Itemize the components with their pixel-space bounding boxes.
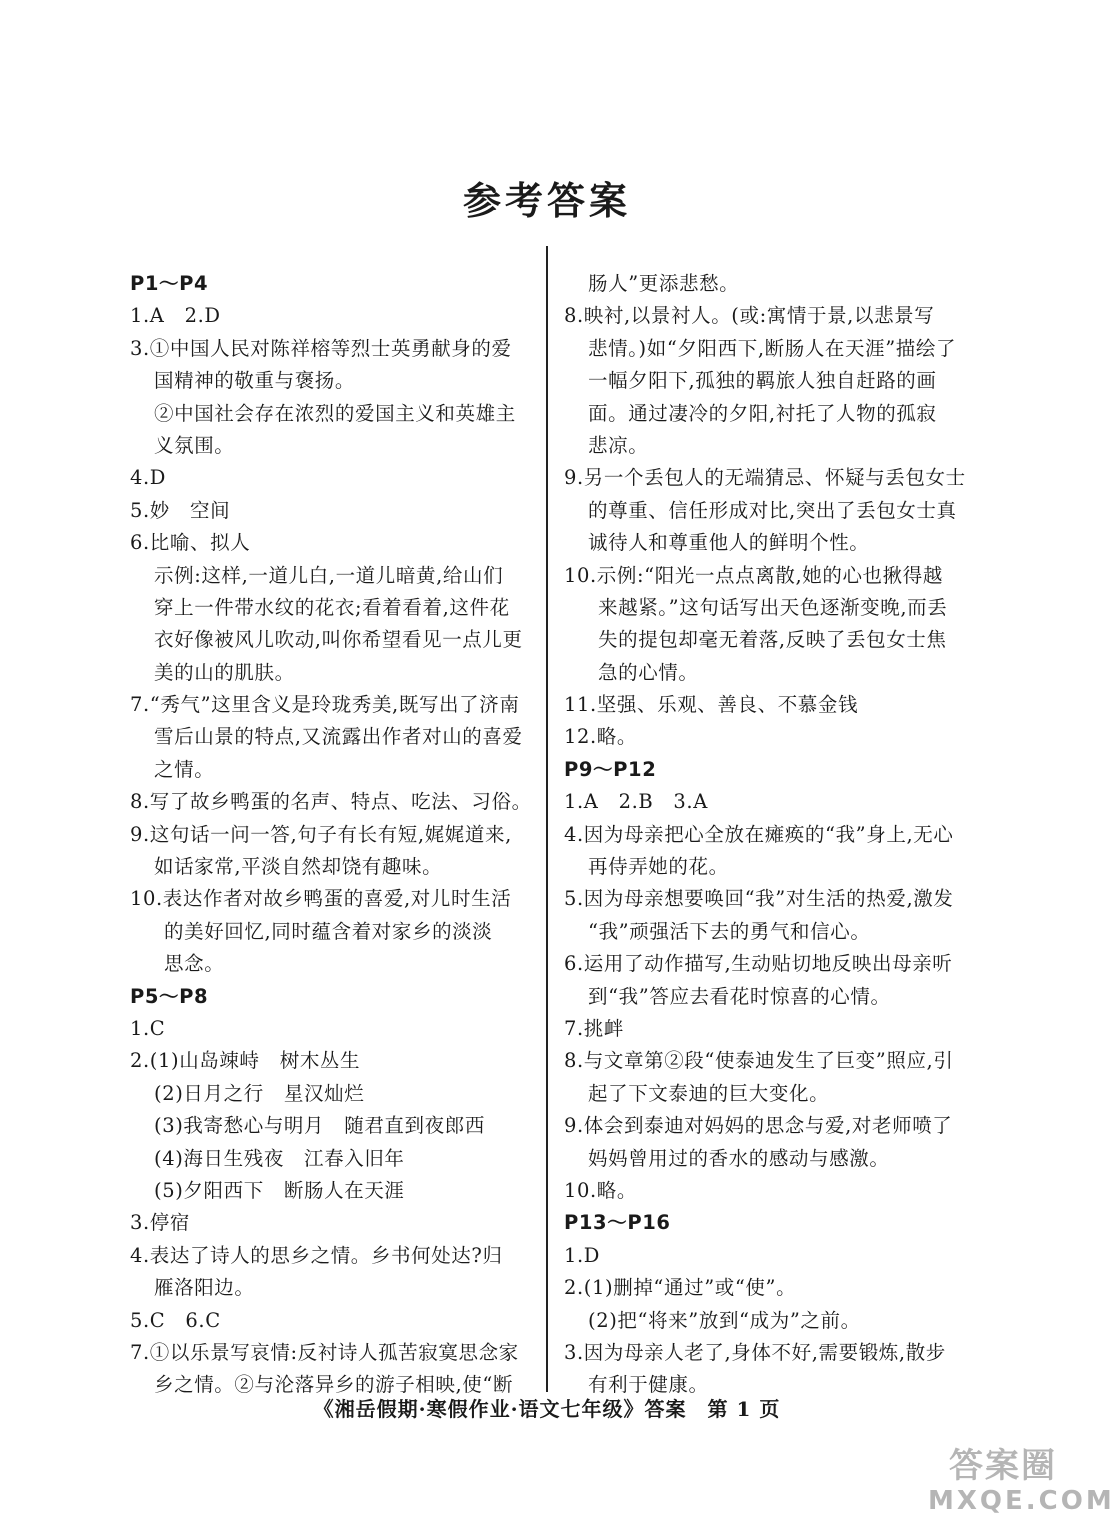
answer-line: 10.表达作者对故乡鸭蛋的喜爱,对儿时生活 [130, 887, 512, 911]
answer-line: 4.表达了诗人的思乡之情。乡书何处达?归 [130, 1243, 503, 1267]
answer-line: 失的提包却毫无着落,反映了丢包女士焦 [598, 628, 947, 652]
section-heading: P5～P8 [130, 984, 209, 1008]
answer-line: 8.映衬,以景衬人。(或:寓情于景,以悲景写 [564, 304, 935, 328]
answer-column-right [564, 268, 974, 1402]
answer-line: 12.略。 [564, 725, 638, 749]
answer-line: 雁洛阳边。 [154, 1276, 255, 1300]
answer-line: (5)夕阳西下 断肠人在天涯 [154, 1178, 405, 1202]
watermark-logo [928, 1446, 1115, 1526]
answer-line: 如话家常,平淡自然却饶有趣味。 [154, 855, 443, 879]
answer-line: 有利于健康。 [588, 1373, 709, 1397]
answer-line: 6.比喻、拟人 [130, 531, 251, 555]
answer-line: 8.写了故乡鸭蛋的名声、特点、吃法、习俗。 [130, 790, 532, 814]
answer-line: 到“我”答应去看花时惊喜的心情。 [588, 984, 891, 1008]
answer-line: 9.这句话一问一答,句子有长有短,娓娓道来, [130, 822, 512, 846]
watermark-text: 答案圈 [949, 1446, 1057, 1486]
answer-line: 妈妈曾用过的香水的感动与感激。 [588, 1146, 890, 1170]
answer-line: 悲情。)如“夕阳西下,断肠人在天涯”描绘了 [588, 336, 957, 360]
answer-line: “我”顽强活下去的勇气和信心。 [588, 919, 871, 943]
answer-line: 一幅夕阳下,孤独的羁旅人独自赶路的画 [588, 369, 937, 393]
answer-line: ②中国社会存在浓烈的爱国主义和英雄主 [154, 401, 516, 425]
answer-line: 10.略。 [564, 1178, 638, 1202]
answer-line: 雪后山景的特点,又流露出作者对山的喜爱 [154, 725, 523, 749]
answer-line: 7.挑衅 [564, 1016, 625, 1040]
answer-line: 9.体会到泰迪对妈妈的思念与爱,对老师喷了 [564, 1114, 953, 1138]
section-heading: P1～P4 [130, 272, 209, 295]
answer-line: 1.D [564, 1243, 601, 1267]
column-divider [546, 246, 548, 1392]
answer-line: 的美好回忆,同时蕴含着对家乡的淡淡 [164, 919, 493, 943]
answer-line: 7.①以乐景写哀情:反衬诗人孤苦寂寞思念家 [130, 1340, 519, 1364]
answer-line: (3)我寄愁心与明月 随君直到夜郎西 [154, 1114, 485, 1138]
section-heading: P13～P16 [564, 1211, 671, 1235]
answer-line: 再侍弄她的花。 [588, 855, 729, 879]
answer-line: 1.A 2.D [130, 304, 221, 328]
answer-column-left [130, 268, 538, 1402]
answer-line: 2.(1)删掉“通过”或“使”。 [564, 1276, 797, 1300]
page-footer: 《湘岳假期·寒假作业·语文七年级》答案 第 1 页 [313, 1397, 781, 1421]
answer-line: 国精神的敬重与褒扬。 [154, 369, 356, 393]
answer-line: 11.坚强、乐观、善良、不慕金钱 [564, 693, 859, 717]
answer-line: 美的山的肌肤。 [154, 660, 295, 684]
answer-line: 起了下文泰迪的巨大变化。 [588, 1081, 830, 1105]
answer-line: 穿上一件带水纹的花衣;看着看着,这件花 [154, 595, 510, 619]
answer-line: 1.C [130, 1016, 166, 1040]
answer-line: 3.①中国人民对陈祥榕等烈士英勇献身的爱 [130, 336, 512, 360]
answer-line: 义氛围。 [154, 433, 235, 457]
answer-line: 面。通过凄冷的夕阳,衬托了人物的孤寂 [588, 401, 937, 425]
answer-line: 4.因为母亲把心全放在瘫痪的“我”身上,无心 [564, 822, 954, 846]
answer-line: 1.A 2.B 3.A [564, 790, 708, 814]
page-title: 参考答案 [462, 179, 631, 223]
answer-line: 急的心情。 [598, 660, 699, 684]
answer-line: 6.运用了动作描写,生动贴切地反映出母亲听 [564, 952, 953, 976]
answer-line: 5.C 6.C [130, 1308, 221, 1332]
answer-line: 乡之情。②与沦落异乡的游子相映,使“断 [154, 1373, 514, 1397]
answer-line: 示例:这样,一道儿白,一道儿暗黄,给山们 [154, 563, 504, 587]
answer-line: 的尊重、信任形成对比,突出了丢包女士真 [588, 498, 957, 522]
answer-line: 2.(1)山岛竦峙 树木丛生 [130, 1049, 361, 1073]
answer-line: 肠人”更添悲愁。 [588, 272, 740, 295]
answer-line: 思念。 [164, 952, 225, 976]
answer-line: 3.因为母亲人老了,身体不好,需要锻炼,散步 [564, 1340, 946, 1364]
answer-line: 悲凉。 [588, 433, 649, 457]
answer-line: 5.妙 空间 [130, 498, 231, 522]
watermark-url: MXQE.COM [928, 1486, 1115, 1516]
section-heading: P9～P12 [564, 757, 657, 781]
answer-line: 5.因为母亲想要唤回“我”对生活的热爱,激发 [564, 887, 954, 911]
answer-line: 3.停宿 [130, 1211, 191, 1235]
answer-line: 诚待人和尊重他人的鲜明个性。 [588, 531, 870, 555]
answer-line: 4.D [130, 466, 167, 490]
answer-line: (2)把“将来”放到“成为”之前。 [588, 1308, 861, 1332]
answer-line: 之情。 [154, 757, 215, 781]
answer-line: (2)日月之行 星汉灿烂 [154, 1081, 365, 1105]
answer-line: (4)海日生残夜 江春入旧年 [154, 1146, 405, 1170]
answer-line: 来越紧。”这句话写出天色逐渐变晚,而丢 [598, 595, 948, 619]
answer-line: 衣好像被风儿吹动,叫你希望看见一点儿更 [154, 628, 523, 652]
answer-line: 10.示例:“阳光一点点离散,她的心也揪得越 [564, 563, 943, 587]
answer-line: 8.与文章第②段“使泰迪发生了巨变”照应,引 [564, 1049, 954, 1073]
answer-line: 9.另一个丢包人的无端猜忌、怀疑与丢包女士 [564, 466, 966, 490]
answer-line: 7.“秀气”这里含义是玲珑秀美,既写出了济南 [130, 693, 520, 717]
